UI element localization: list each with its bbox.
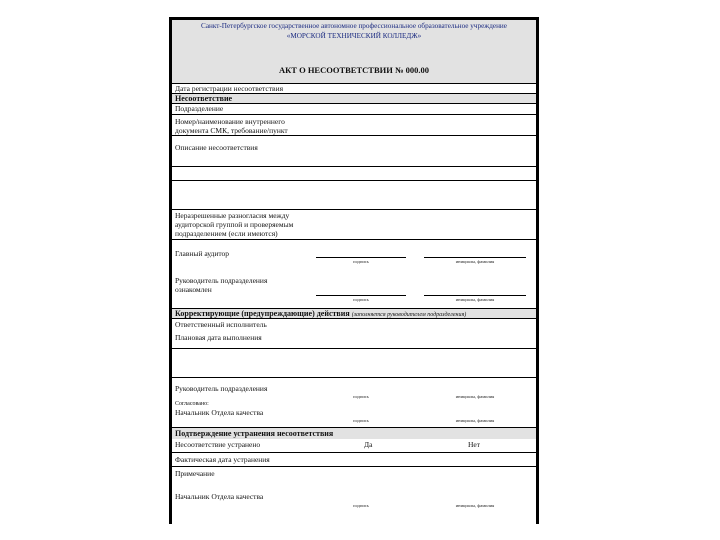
department-row[interactable] [172,104,536,115]
blank-row-1[interactable] [172,167,536,181]
disagreements-row[interactable] [172,210,536,240]
corrective-actions-title: Корректирующие (предупреждающие) действия [175,309,350,318]
corrective-actions-header [172,309,536,319]
signature-caption: подпись [353,418,369,423]
organization-name [172,21,536,41]
registration-date-label: Дата регистрации несоответствия [175,84,284,93]
nonconformity-section-label: Несоответствие [175,94,233,103]
note-block [172,467,536,524]
name-caption: инициалы, фамилия [455,394,495,399]
responsible-row[interactable] [172,319,536,349]
name-caption: инициалы, фамилия [455,418,495,423]
nonconformity-act-form [169,17,539,524]
description-row[interactable] [172,136,536,167]
dept-head-signature-line[interactable] [316,295,406,296]
document-reference-row[interactable] [172,115,536,136]
corrective-blank-row[interactable] [172,349,536,378]
disagreements-label-line3: подразделением (если имеются) [175,229,278,238]
eliminated-no-option[interactable]: Нет [468,440,481,449]
chief-auditor-label: Главный аудитор [175,249,230,258]
document-ref-label-line1: Номер/наименование внутреннего [175,117,285,126]
document-header [172,20,536,84]
agreed-label: Согласовано: [175,401,209,407]
planned-date-label: Плановая дата выполнения [175,333,262,342]
corrective-actions-note: (заполняется руководителем подразделения) [351,312,467,318]
actual-date-row[interactable] [172,453,536,467]
eliminated-label: Несоответствие устранено [175,440,261,449]
corrective-quality-head-label: Начальник Отдела качества [175,408,264,417]
responsible-label: Ответственный исполнитель [175,320,267,329]
name-caption: инициалы, фамилия [455,297,495,302]
eliminated-row [172,439,536,453]
document-title: АКТ О НЕСООТВЕТСТВИИ № 000.00 [278,65,430,75]
document-ref-label-line2: документа СМК, требование/пункт [175,126,288,135]
confirmation-header [172,428,536,439]
dept-head-label-line1: Руководитель подразделения [175,276,268,285]
chief-auditor-signature-line[interactable] [316,257,406,258]
signature-caption: подпись [353,297,369,302]
registration-date-row[interactable] [172,84,536,94]
dept-head-name-line[interactable] [424,295,526,296]
name-caption: инициалы, фамилия [455,259,495,264]
description-label: Описание несоответствия [175,143,258,152]
actual-date-label: Фактическая дата устранения [175,455,270,464]
confirmation-quality-head-label: Начальник Отдела качества [175,492,264,501]
chief-auditor-name-line[interactable] [424,257,526,258]
signature-caption: подпись [353,259,369,264]
department-label: Подразделение [175,104,224,113]
note-label: Примечание [175,469,215,478]
dept-head-label-line2: ознакомлен [175,285,212,294]
eliminated-yes-option[interactable]: Да [364,440,373,449]
signature-caption: подпись [353,503,369,508]
signature-caption: подпись [353,394,369,399]
corrective-signature-block [172,378,536,428]
nonconformity-section-header [172,94,536,104]
organization-line1: Санкт-Петербургское государственное автономное профессиональное образовательное учреждение [201,22,507,30]
blank-row-2[interactable] [172,181,536,210]
auditor-signature-block [172,240,536,309]
corrective-dept-head-label: Руководитель подразделения [175,384,268,393]
disagreements-label-line1: Неразрешенные разногласия между [175,211,290,220]
name-caption: инициалы, фамилия [455,503,495,508]
disagreements-label-line2: аудиторской группой и проверяемым [175,220,294,229]
organization-line2: «МОРСКОЙ ТЕХНИЧЕСКИЙ КОЛЛЕДЖ» [286,32,422,40]
confirmation-header-label: Подтверждение устранения несоответствия [175,429,334,438]
